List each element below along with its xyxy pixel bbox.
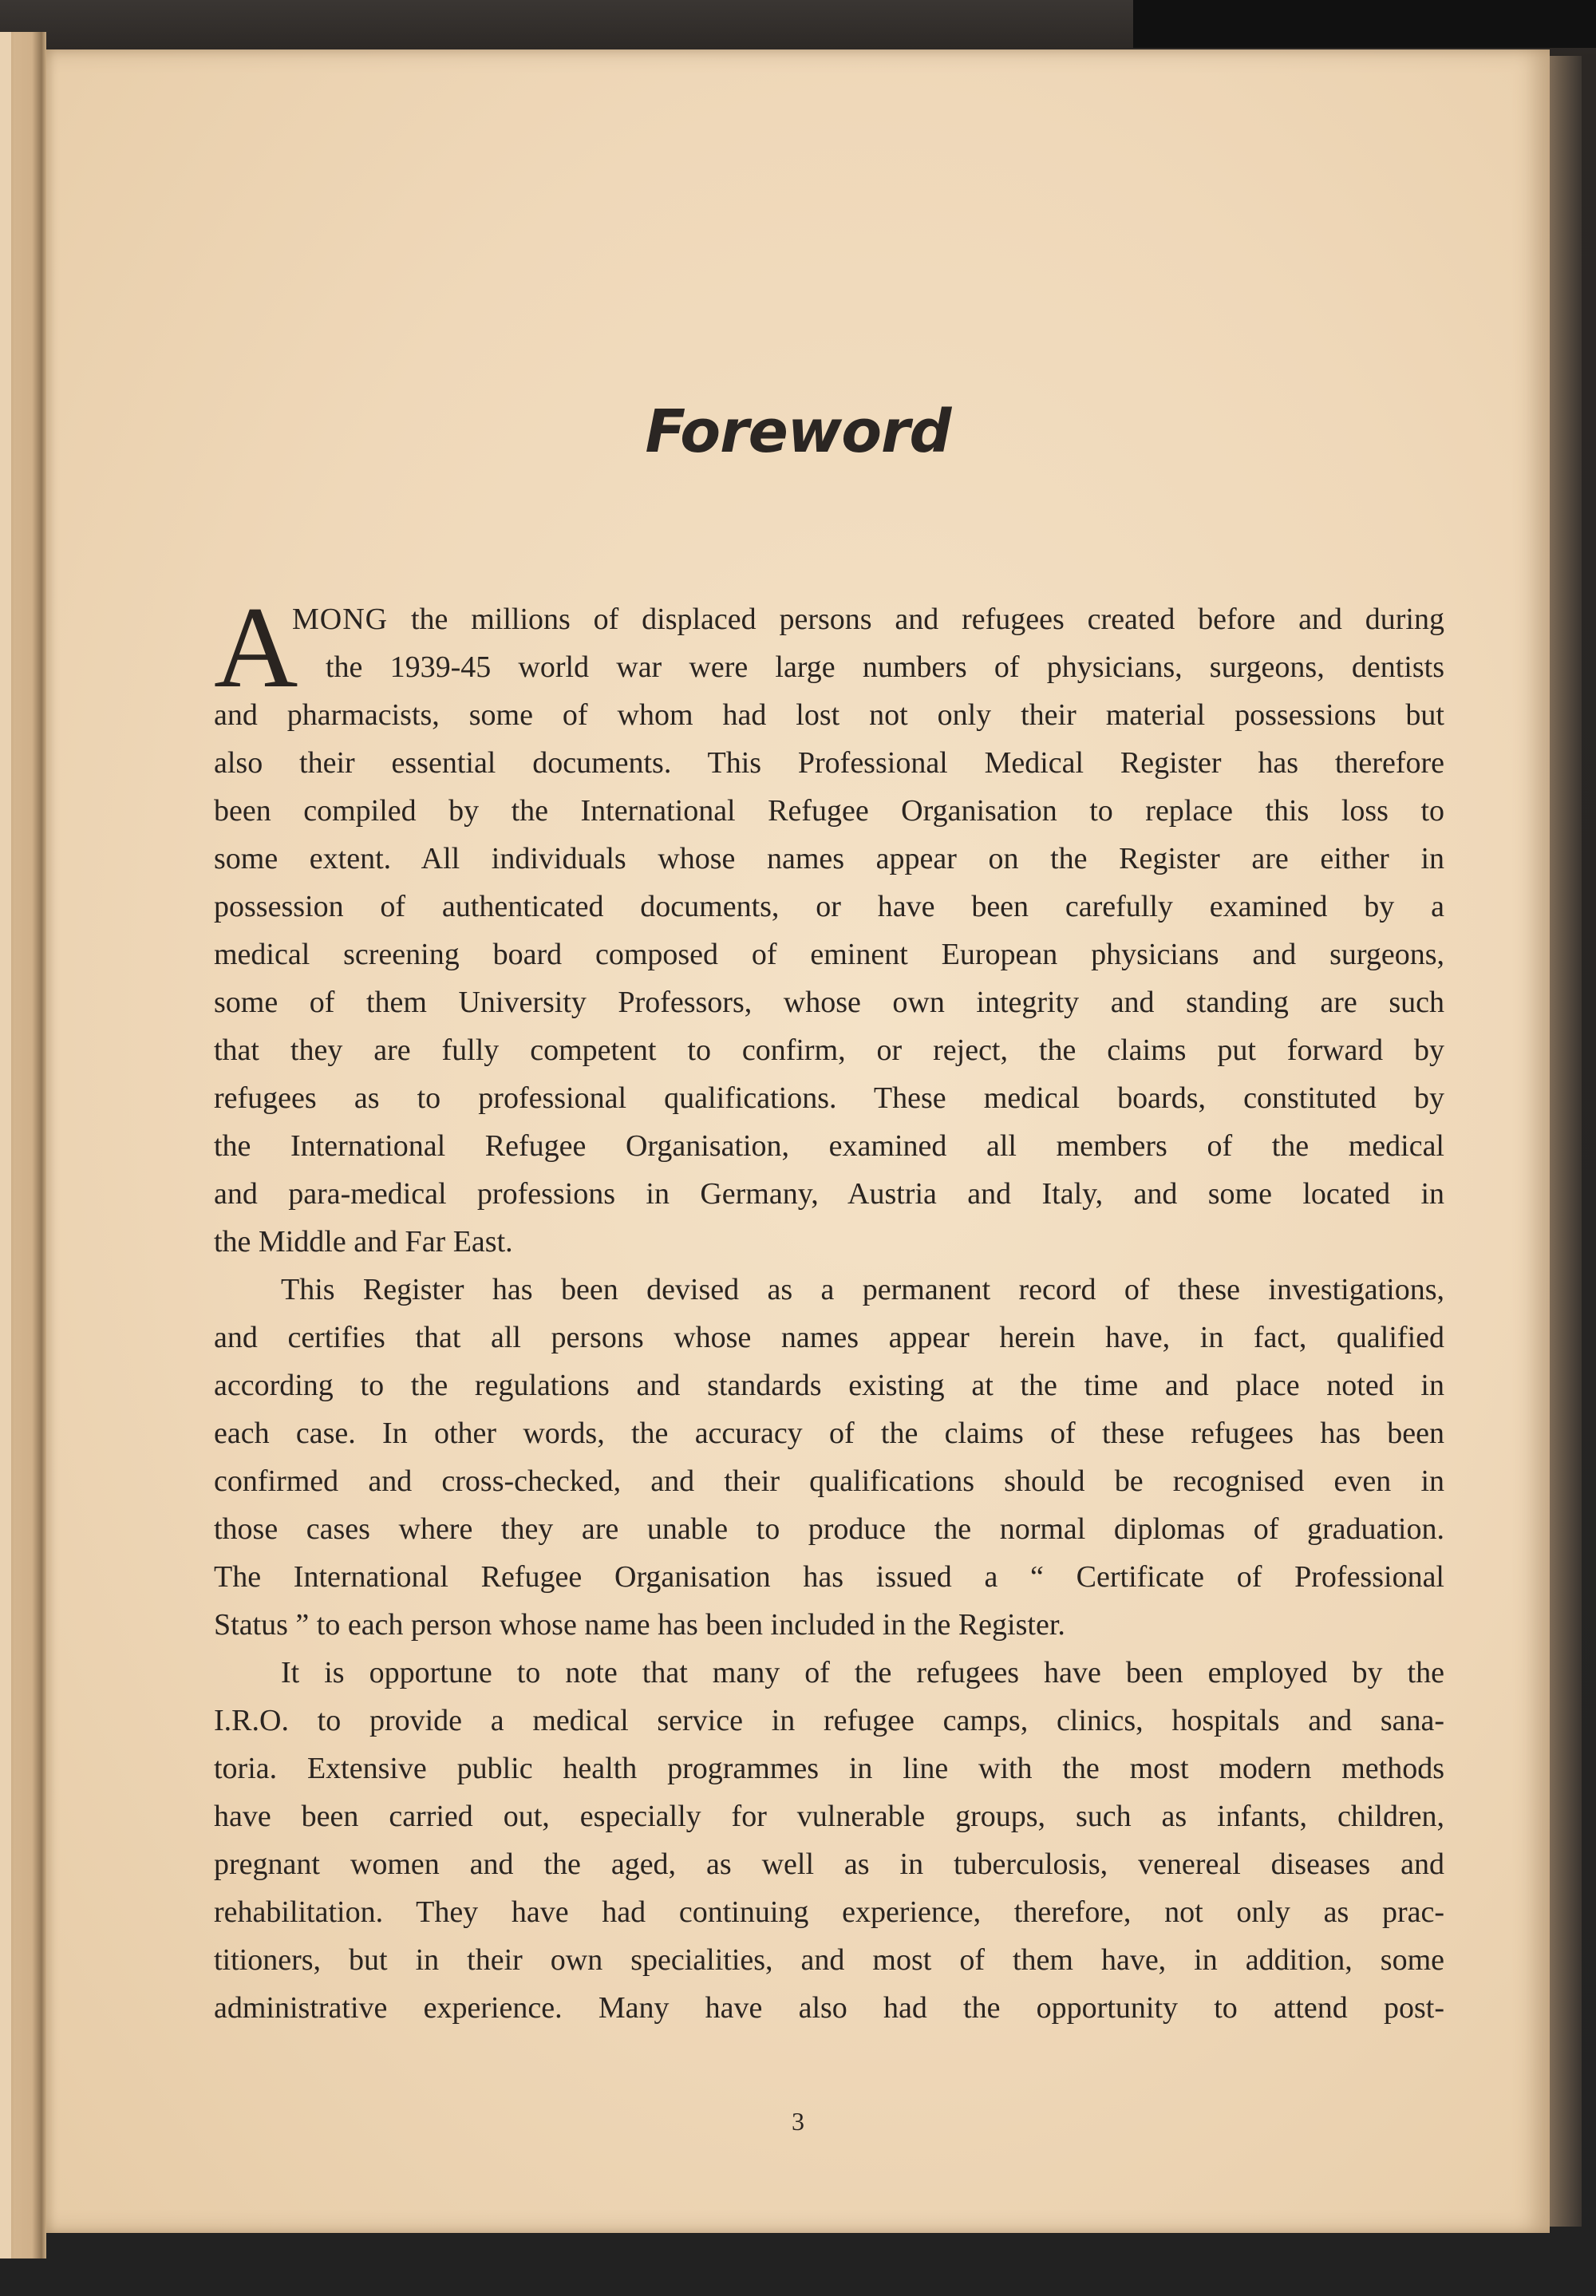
- text-line-20: those cases where they are unable to produce the normal diplomas of graduation.: [214, 1512, 1444, 1546]
- line-1-text: the millions of displaced persons and refugees created before and during: [410, 603, 1444, 636]
- text-line-19: confirmed and cross-checked, and their qualifications should be recognised even in: [214, 1464, 1444, 1498]
- text-line-29: titioners, but in their own specialities, and most of them have, in addition, some: [214, 1943, 1444, 1977]
- text-line-10: that they are fully competent to confirm, or reject, the claims put forward by: [214, 1033, 1444, 1067]
- text-line-3: and pharmacists, some of whom had lost not only their material possessions but: [214, 698, 1444, 732]
- text-line-5: been compiled by the International Refugee Organisation to replace this loss to: [214, 794, 1444, 828]
- text-line-2: the 1939-45 world war were large numbers of physicians, surgeons, dentists: [326, 650, 1444, 684]
- page-title: Foreword: [645, 397, 951, 466]
- text-line-13: and para-medical professions in Germany, Austria and Italy, and some located in: [214, 1177, 1444, 1211]
- text-line-27: pregnant women and the aged, as well as in tuberculosis, venereal diseases and: [214, 1847, 1444, 1881]
- text-line-9: some of them University Professors, whose own integrity and standing are such: [214, 986, 1444, 1019]
- text-line-18: each case. In other words, the accuracy of the claims of these refugees has been: [214, 1417, 1444, 1450]
- text-line-4: also their essential documents. This Professional Medical Register has therefore: [214, 746, 1444, 780]
- text-line-16: and certifies that all persons whose names appear herein have, in fact, qualified: [214, 1321, 1444, 1354]
- text-line-1: [214, 595, 1444, 643]
- text-line-28: rehabilitation. They have had continuing experience, therefore, not only as prac-: [214, 1895, 1444, 1929]
- text-line-30: administrative experience. Many have also had the opportunity to attend post-: [214, 1991, 1444, 2025]
- text-line-23: It is opportune to note that many of the refugees have been employed by the: [281, 1656, 1444, 1689]
- text-line-12: the International Refugee Organisation, examined all members of the medical: [214, 1129, 1444, 1163]
- body-text: [214, 595, 1444, 2032]
- text-line-17: according to the regulations and standards existing at the time and place noted in: [214, 1369, 1444, 1402]
- previous-page-edge: [0, 32, 11, 2258]
- text-line-24: I.R.O. to provide a medical service in refugee camps, clinics, hospitals and sana-: [214, 1704, 1444, 1737]
- text-line-25: toria. Extensive public health programmes in line with the most modern methods: [214, 1752, 1444, 1785]
- text-line-7: possession of authenticated documents, or have been carefully examined by a: [214, 890, 1444, 923]
- text-line-22: Status ” to each person whose name has been included in the Register.: [214, 1608, 1065, 1642]
- text-line-14: the Middle and Far East.: [214, 1225, 513, 1259]
- opening-word-small-caps: MONG: [292, 603, 389, 636]
- drop-cap: A: [214, 583, 298, 712]
- text-line-15: This Register has been devised as a permanent record of these investigations,: [281, 1273, 1444, 1306]
- page-edge-shadow: [1550, 56, 1582, 2227]
- text-line-21: The International Refugee Organisation has issued a “ Certificate of Professional: [214, 1560, 1444, 1594]
- scan-dark-corner: [1133, 0, 1596, 48]
- text-line-8: medical screening board composed of eminent European physicians and surgeons,: [214, 938, 1444, 971]
- text-line-26: have been carried out, especially for vulnerable groups, such as infants, children,: [214, 1800, 1444, 1833]
- page-number: 3: [792, 2107, 804, 2136]
- text-line-11: refugees as to professional qualifications. These medical boards, constituted by: [214, 1081, 1444, 1115]
- text-line-6: some extent. All individuals whose names appear on the Register are either in: [214, 842, 1444, 875]
